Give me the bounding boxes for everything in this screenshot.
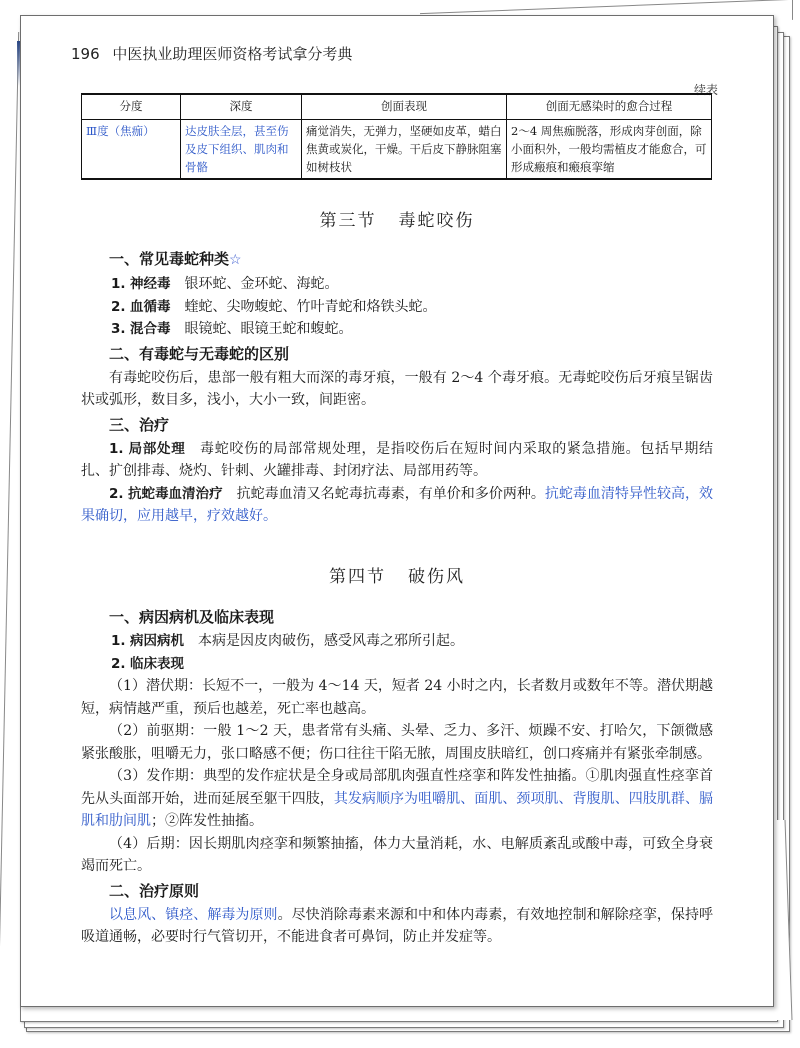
column-header: 深度 — [181, 94, 302, 120]
item-number: 1. — [111, 633, 126, 649]
highlight-text: 抗蛇毒血清特异性较高，效果确切，应用越早，疗效越好。 — [81, 485, 714, 524]
book-title: 中医执业助理医师资格考试拿分考典 — [112, 45, 353, 63]
list-item — [81, 630, 713, 653]
column-header: 创面无感染时的愈合过程 — [507, 94, 712, 120]
section-title — [21, 206, 773, 231]
list-item — [81, 273, 713, 296]
item-text: 抗蛇毒血清又名蛇毒抗毒素，有单价和多价两种。 — [236, 485, 545, 502]
item-number: 1. — [111, 276, 126, 292]
page-header — [71, 43, 352, 64]
section3-content — [81, 246, 713, 528]
section-number: 第四节 — [329, 567, 386, 587]
item-text: 眼镜蛇、眼镜王蛇和蝮蛇。 — [184, 321, 353, 337]
highlight-text: 以息风、镇痉、解毒为原则 — [109, 906, 278, 923]
item-term: 局部处理 — [128, 440, 186, 457]
section-title — [21, 562, 773, 587]
paragraph-text: 。尽快消除毒素来源和中和体内毒素，有效地控制和解除痉挛，保持呼吸道通畅，必要时行气管切开，不能进食者可鼻饲，防止并发症等。 — [81, 906, 714, 945]
table-row — [82, 120, 712, 180]
section-name: 毒蛇咬伤 — [398, 211, 475, 231]
item-term: 混合毒 — [129, 321, 171, 337]
table-continued-label: 续表 — [693, 83, 718, 97]
column-header: 创面表现 — [302, 94, 507, 120]
paragraph — [81, 765, 713, 833]
item-term: 临床表现 — [129, 655, 184, 672]
paragraph: （2）前驱期：一般 1～2 天，患者常有头痛、头晕、乏力、多汗、烦躁不安、打哈欠，下颌微感紧张酸胀，咀嚼无力，张口略感不便；伤口往往干陷无脓，周围皮肤暗红，创口疼痛并有紧张牵制感。 — [81, 723, 713, 762]
paragraph — [81, 904, 713, 949]
item-number: 2. — [111, 655, 126, 672]
heading: 一、病因病机及临床表现 — [109, 608, 275, 626]
paragraph: 有毒蛇咬伤后，患部一般有粗大而深的毒牙痕，一般有 2～4 个毒牙痕。无毒蛇咬伤后牙痕呈锯齿状或弧形，数目多，浅小，大小一致，间距密。 — [81, 369, 713, 408]
item-number: 2. — [109, 485, 124, 502]
item-number: 2. — [111, 298, 126, 315]
item-text: 银环蛇、金环蛇、海蛇。 — [184, 276, 339, 292]
item-text: 本病是因皮肉破伤，感受风毒之邪所引起。 — [197, 633, 464, 649]
document-page — [20, 15, 774, 1007]
heading: 三、治疗 — [109, 415, 170, 434]
column-header: 分度 — [82, 94, 181, 120]
list-item — [81, 296, 713, 319]
cell-wound: 痛觉消失，无弹力，坚硬如皮革，蜡白焦黄或炭化，干燥。干后皮下静脉阻塞如树枝状 — [302, 120, 507, 180]
item-number: 3. — [111, 321, 126, 337]
heading: 二、治疗原则 — [109, 881, 200, 900]
paragraph-text: （3）发作期：典型的发作症状是全身或局部肌肉强直性痉挛和阵发性抽搐。①肌肉强直性痉挛首先从头面部开始，进而延展至躯干四肢， — [81, 768, 713, 807]
list-item — [81, 653, 713, 676]
item-text: 毒蛇咬伤的局部常规处理，是指咬伤后在短时间内采取的紧急措施。包括早期结扎、扩创排毒、烧灼、针刺、火罐排毒、封闭疗法、局部用药等。 — [81, 440, 714, 479]
cell-depth: 达皮肤全层，甚至伤及皮下组织、肌肉和骨骼 — [181, 120, 302, 180]
cell-healing: 2～4 周焦痂脱落，形成肉芽创面，除小面积外，一般均需植皮才能愈合，可形成瘢痕和瘢痕挛缩 — [507, 120, 712, 180]
section-name: 破伤风 — [408, 567, 465, 587]
heading-text: 一、常见毒蛇种类 — [109, 250, 230, 268]
page-number: 196 — [71, 45, 100, 63]
item-term: 神经毒 — [129, 276, 171, 292]
section4-content — [81, 604, 713, 949]
heading — [81, 246, 713, 273]
paragraph: （4）后期：因长期肌肉痉挛和频繁抽搐，体力大量消耗，水、电解质紊乱或酸中毒，可致全身衰竭而死亡。 — [81, 835, 713, 874]
item-text: 蝰蛇、尖吻蝮蛇、竹叶青蛇和烙铁头蛇。 — [184, 298, 437, 315]
item-term: 血循毒 — [129, 298, 171, 315]
item-term: 抗蛇毒血清治疗 — [128, 485, 223, 502]
paragraph — [81, 483, 713, 528]
burn-degree-table — [81, 93, 712, 180]
highlight-text: 其发病顺序为咀嚼肌、面肌、颈项肌、背腹肌、四肢肌群、膈肌和肋间肌 — [81, 790, 714, 829]
item-number: 1. — [109, 440, 124, 457]
item-term: 病因病机 — [129, 633, 184, 649]
heading: 二、有毒蛇与无毒蛇的区别 — [109, 344, 290, 363]
section-number: 第三节 — [319, 211, 377, 231]
paragraph-text: ；②阵发性抽搐。 — [151, 813, 263, 829]
table-header-row — [82, 94, 712, 120]
paragraph — [81, 438, 713, 483]
star-icon: ☆ — [229, 252, 242, 268]
list-item — [81, 318, 713, 341]
cell-degree: Ⅲ度（焦痂） — [82, 120, 181, 180]
paragraph: （1）潜伏期：长短不一，一般为 4～14 天，短者 24 小时之内，长者数月或数年不等。潜伏期越短，病情越严重，预后也越差，死亡率也越高。 — [81, 678, 713, 717]
